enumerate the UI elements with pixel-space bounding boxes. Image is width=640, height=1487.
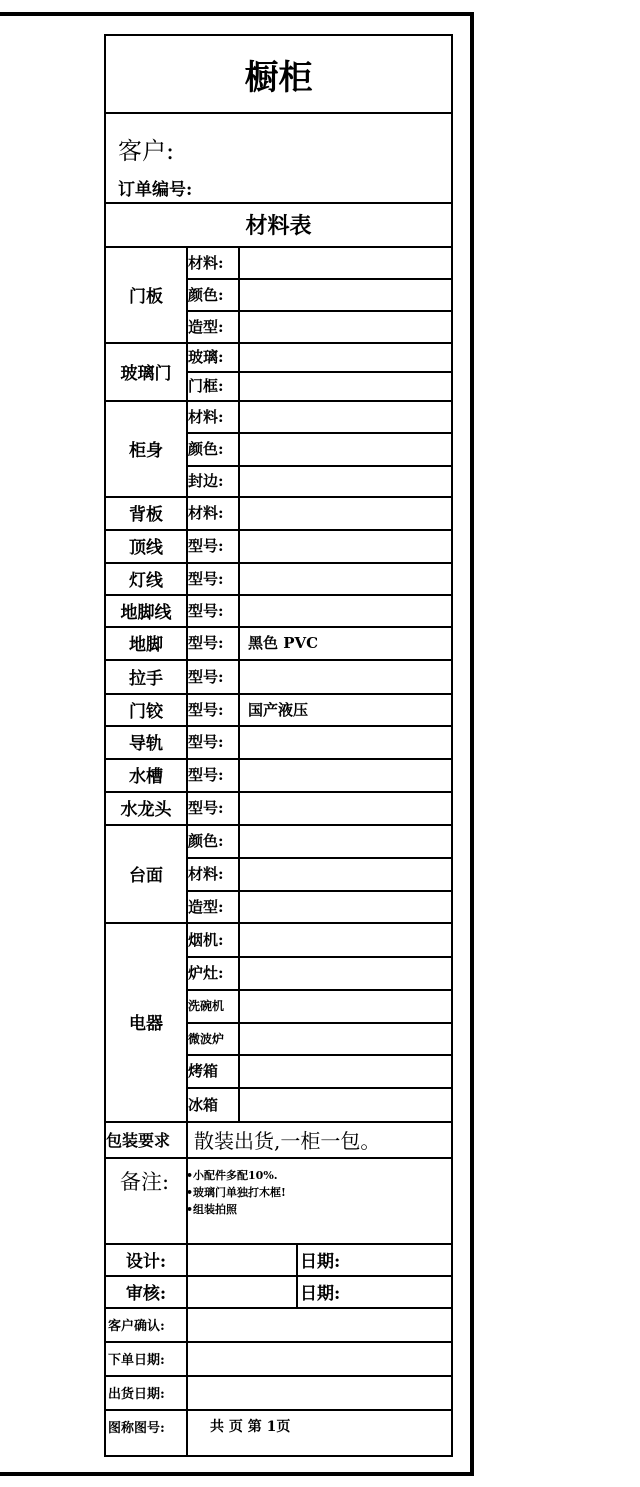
grid-line bbox=[238, 922, 240, 1121]
grid-line bbox=[106, 112, 451, 114]
field-label: 型号: bbox=[188, 667, 224, 686]
input-review-date[interactable] bbox=[376, 1275, 451, 1307]
grid-line bbox=[186, 922, 188, 1121]
grid-line bbox=[238, 758, 240, 791]
category-skirting-line: 地脚线 bbox=[120, 602, 172, 623]
grid-line bbox=[238, 693, 240, 725]
grid-line bbox=[186, 342, 188, 400]
packing-value: 散装出货,一柜一包。 bbox=[194, 1128, 381, 1153]
input-order-date[interactable] bbox=[186, 1341, 451, 1375]
field-value-input[interactable] bbox=[248, 890, 451, 922]
field-label: 微波炉 bbox=[188, 1031, 225, 1046]
remark-line: •玻璃门单独打木框! bbox=[186, 1186, 286, 1199]
field-label: 型号: bbox=[188, 700, 224, 719]
field-value-input[interactable] bbox=[248, 1054, 451, 1087]
grid-line bbox=[238, 824, 240, 922]
field-value-input[interactable] bbox=[248, 1087, 451, 1121]
field-label: 冰箱 bbox=[188, 1095, 219, 1114]
field-value-input[interactable] bbox=[248, 371, 451, 400]
field-value-input[interactable] bbox=[248, 278, 451, 310]
remark-line: •小配件多配10%. bbox=[186, 1169, 278, 1182]
field-value-input[interactable]: 黑色 PVC bbox=[248, 634, 319, 652]
field-value-input[interactable] bbox=[248, 400, 451, 432]
packing-label: 包装要求 bbox=[106, 1130, 171, 1150]
field-label: 材料: bbox=[188, 253, 224, 272]
category-top-line: 顶线 bbox=[129, 538, 163, 558]
grid-line bbox=[186, 693, 188, 725]
grid-line bbox=[238, 626, 240, 659]
category-faucet: 水龙头 bbox=[120, 800, 172, 820]
field-value-input[interactable] bbox=[248, 922, 451, 956]
field-label: 材料: bbox=[188, 865, 224, 883]
input-review[interactable] bbox=[186, 1275, 296, 1307]
category-cabinet-body: 柜身 bbox=[129, 440, 163, 461]
grid-line bbox=[106, 1157, 451, 1159]
grid-line bbox=[186, 758, 188, 791]
grid-line bbox=[238, 496, 240, 529]
label-order-date: 下单日期: bbox=[108, 1352, 165, 1368]
field-label: 颜色: bbox=[188, 832, 224, 850]
grid-line bbox=[186, 1341, 188, 1375]
grid-line bbox=[186, 400, 188, 496]
field-label: 造型: bbox=[188, 317, 224, 336]
field-value-input[interactable] bbox=[248, 529, 451, 562]
grid-line bbox=[186, 1307, 188, 1341]
grid-line bbox=[296, 1275, 298, 1307]
label-drawing-number: 图称图号: bbox=[108, 1420, 165, 1436]
field-value-input[interactable] bbox=[248, 432, 451, 465]
order-number-label: 订单编号: bbox=[118, 179, 193, 200]
grid-line bbox=[186, 824, 188, 922]
field-label: 材料: bbox=[188, 504, 224, 522]
field-value-input[interactable] bbox=[248, 246, 451, 278]
grid-line bbox=[238, 725, 240, 758]
field-label: 材料: bbox=[188, 407, 224, 426]
category-countertop: 台面 bbox=[129, 865, 163, 886]
grid-line bbox=[238, 400, 240, 496]
remarks-label: 备注: bbox=[120, 1170, 170, 1194]
field-value-input[interactable] bbox=[248, 659, 451, 693]
grid-line bbox=[238, 529, 240, 562]
field-label: 型号: bbox=[188, 537, 224, 555]
field-label: 洗碗机 bbox=[188, 999, 225, 1013]
grid-line bbox=[238, 246, 240, 342]
field-value-input[interactable] bbox=[248, 758, 451, 791]
field-value-input[interactable] bbox=[248, 496, 451, 529]
field-label: 型号: bbox=[188, 569, 224, 588]
field-label: 造型: bbox=[188, 897, 224, 916]
grid-line bbox=[186, 1157, 188, 1243]
category-sink: 水槽 bbox=[129, 767, 163, 787]
materials-section-title: 材料表 bbox=[245, 212, 312, 239]
field-value-input[interactable] bbox=[248, 791, 451, 824]
grid-line bbox=[186, 1243, 188, 1275]
grid-line bbox=[186, 496, 188, 529]
input-ship-date[interactable] bbox=[186, 1375, 451, 1409]
grid-line bbox=[186, 562, 188, 594]
grid-line bbox=[186, 626, 188, 659]
category-door-panel: 门板 bbox=[129, 286, 163, 307]
date-label-review: 日期: bbox=[300, 1283, 341, 1304]
title-block bbox=[104, 34, 453, 1457]
grid-line bbox=[186, 1375, 188, 1409]
field-value-input[interactable] bbox=[248, 465, 451, 496]
grid-line bbox=[186, 791, 188, 824]
page-info: 共 页 第 1页 bbox=[210, 1419, 291, 1435]
field-value-input[interactable] bbox=[248, 562, 451, 594]
field-value-input[interactable] bbox=[248, 725, 451, 758]
document-title: 橱柜 bbox=[244, 57, 313, 98]
date-label-design: 日期: bbox=[300, 1251, 341, 1272]
input-design-date[interactable] bbox=[376, 1243, 451, 1275]
grid-line bbox=[186, 1409, 188, 1455]
label-ship-date: 出货日期: bbox=[108, 1386, 165, 1402]
field-label: 炉灶: bbox=[188, 964, 224, 982]
field-value-input[interactable] bbox=[248, 857, 451, 890]
field-label: 型号: bbox=[188, 601, 224, 620]
field-value-input[interactable] bbox=[248, 1022, 451, 1054]
category-slide-rail: 导轨 bbox=[129, 734, 163, 754]
field-value-input[interactable] bbox=[248, 594, 451, 626]
grid-line bbox=[186, 725, 188, 758]
category-cabinet-feet: 地脚 bbox=[129, 635, 163, 655]
field-label: 型号: bbox=[188, 766, 224, 784]
grid-line bbox=[238, 594, 240, 626]
field-label: 烤箱 bbox=[188, 1062, 219, 1080]
grid-line bbox=[238, 342, 240, 400]
input-design[interactable] bbox=[186, 1243, 296, 1275]
grid-line bbox=[186, 1121, 188, 1157]
field-label: 型号: bbox=[188, 733, 224, 751]
grid-line bbox=[296, 1243, 298, 1275]
grid-line bbox=[186, 594, 188, 626]
field-label: 型号: bbox=[188, 799, 224, 817]
field-value-input[interactable] bbox=[248, 824, 451, 857]
customer-label: 客户: bbox=[118, 136, 175, 165]
grid-line bbox=[186, 246, 188, 342]
field-label: 颜色: bbox=[188, 285, 224, 304]
input-customer-confirm[interactable] bbox=[186, 1307, 451, 1341]
field-value-input[interactable] bbox=[248, 956, 451, 989]
grid-line bbox=[186, 659, 188, 693]
category-appliances: 电器 bbox=[129, 1014, 163, 1034]
category-back-panel: 背板 bbox=[129, 505, 163, 525]
field-value-input[interactable]: 国产液压 bbox=[248, 700, 309, 719]
remarks-box bbox=[186, 1167, 451, 1237]
label-design: 设计: bbox=[125, 1251, 167, 1272]
field-value-input[interactable] bbox=[248, 989, 451, 1022]
grid-line bbox=[238, 659, 240, 693]
category-handle: 拉手 bbox=[129, 668, 163, 689]
field-label: 封边: bbox=[188, 472, 224, 490]
label-customer-confirm: 客户确认: bbox=[108, 1318, 165, 1334]
grid-line bbox=[186, 1275, 188, 1307]
remark-line: •组装拍照 bbox=[186, 1203, 238, 1216]
field-value-input[interactable] bbox=[248, 310, 451, 342]
field-label: 烟机: bbox=[188, 930, 224, 949]
grid-line bbox=[186, 529, 188, 562]
category-light-line: 灯线 bbox=[129, 570, 163, 591]
grid-line bbox=[238, 562, 240, 594]
field-label: 颜色: bbox=[188, 440, 224, 458]
field-label: 玻璃: bbox=[188, 348, 224, 366]
category-glass-door: 玻璃门 bbox=[120, 363, 172, 384]
category-hinge: 门铰 bbox=[129, 701, 163, 722]
grid-line bbox=[238, 791, 240, 824]
field-value-input[interactable] bbox=[248, 342, 451, 371]
label-review: 审核: bbox=[125, 1283, 167, 1304]
field-label: 型号: bbox=[188, 634, 224, 652]
field-label: 门框: bbox=[188, 377, 224, 395]
